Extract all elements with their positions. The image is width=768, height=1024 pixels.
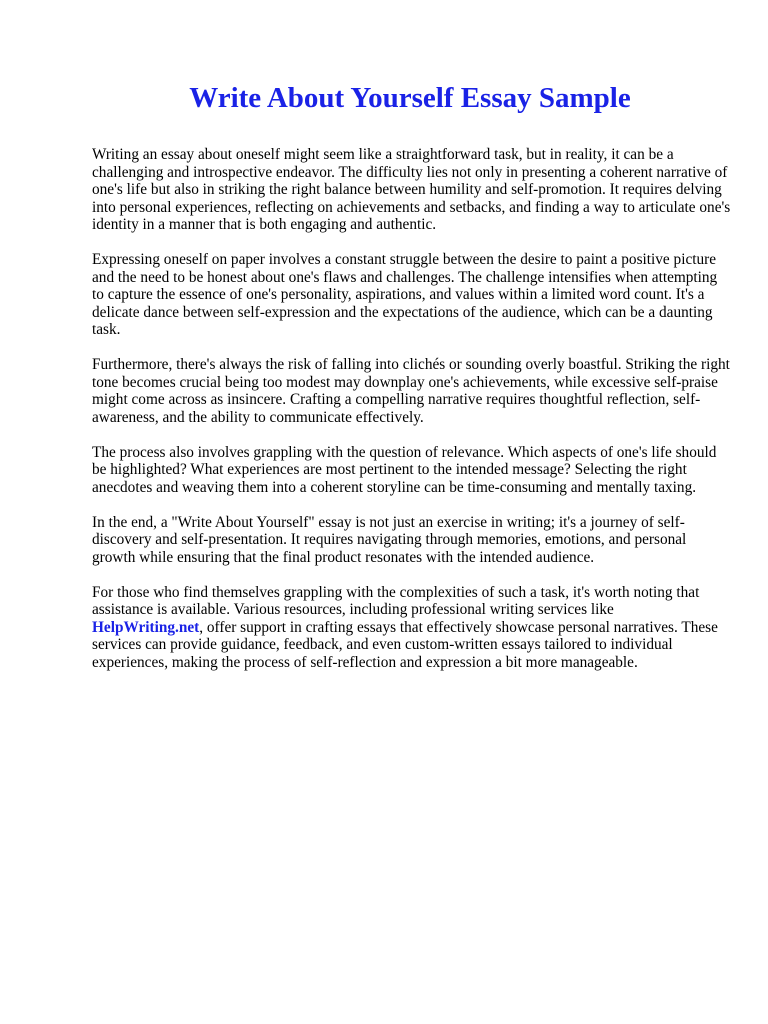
paragraph-5: In the end, a "Write About Yourself" essay is not just an exercise in writing; it's a journey of self-discovery and self-presentation. It requires navigating through memories, emotions, and personal growth while ensuring that the final product resonates with the intended audience.	[92, 513, 687, 566]
paragraph-1: Writing an essay about oneself might seem like a straightforward task, but in reality, it can be a challenging and introspective endeavor. The difficulty lies not only in presenting a coherent narrative of one's life but also in striking the right balance between humility and self-promotion. It requires delving into personal experiences, reflecting on achievements and setbacks, and finding a way to articulate one's identity in a manner that is both engaging and authentic.	[92, 146, 731, 233]
paragraph-2: Expressing oneself on paper involves a constant struggle between the desire to paint a positive picture and the need to be honest about one's flaws and challenges. The challenge intensifies when attempting to capture the essence of one's personality, aspirations, and values within a limited word count. It's a delicate dance between self-expression and the expectations of the audience, which can be a daunting task.	[92, 251, 718, 338]
paragraph-3: Furthermore, there's always the risk of falling into clichés or sounding overly boastful. Striking the right tone becomes crucial being too modest may downplay one's achievements, while excessive self-praise might come across as insincere. Crafting a compelling narrative requires thoughtful reflection, self-awareness, and the ability to communicate effectively.	[92, 356, 730, 426]
page-title: Write About Yourself Essay Sample	[189, 82, 631, 114]
paragraph-4: The process also involves grappling with the question of relevance. Which aspects of one's life should be highlighted? What experiences are most pertinent to the intended message? Selecting the right anecdotes and weaving them into a coherent storyline can be time-consuming and mentally taxing.	[92, 443, 717, 496]
paragraph-6-after-link: , offer support in crafting essays that effectively showcase personal narratives. These services can provide guidance, feedback, and even custom-written essays tailored to individual experiences, making the process of self-reflection and expression a bit more manageable.	[92, 618, 718, 671]
paragraph-6	[92, 584, 732, 672]
helpwriting-link[interactable]: HelpWriting.net	[92, 618, 200, 636]
essay-body	[92, 146, 732, 689]
paragraph-6-before-link: For those who find themselves grappling with the complexities of such a task, it's worth noting that assistance is available. Various resources, including professional writing services like	[92, 583, 700, 618]
